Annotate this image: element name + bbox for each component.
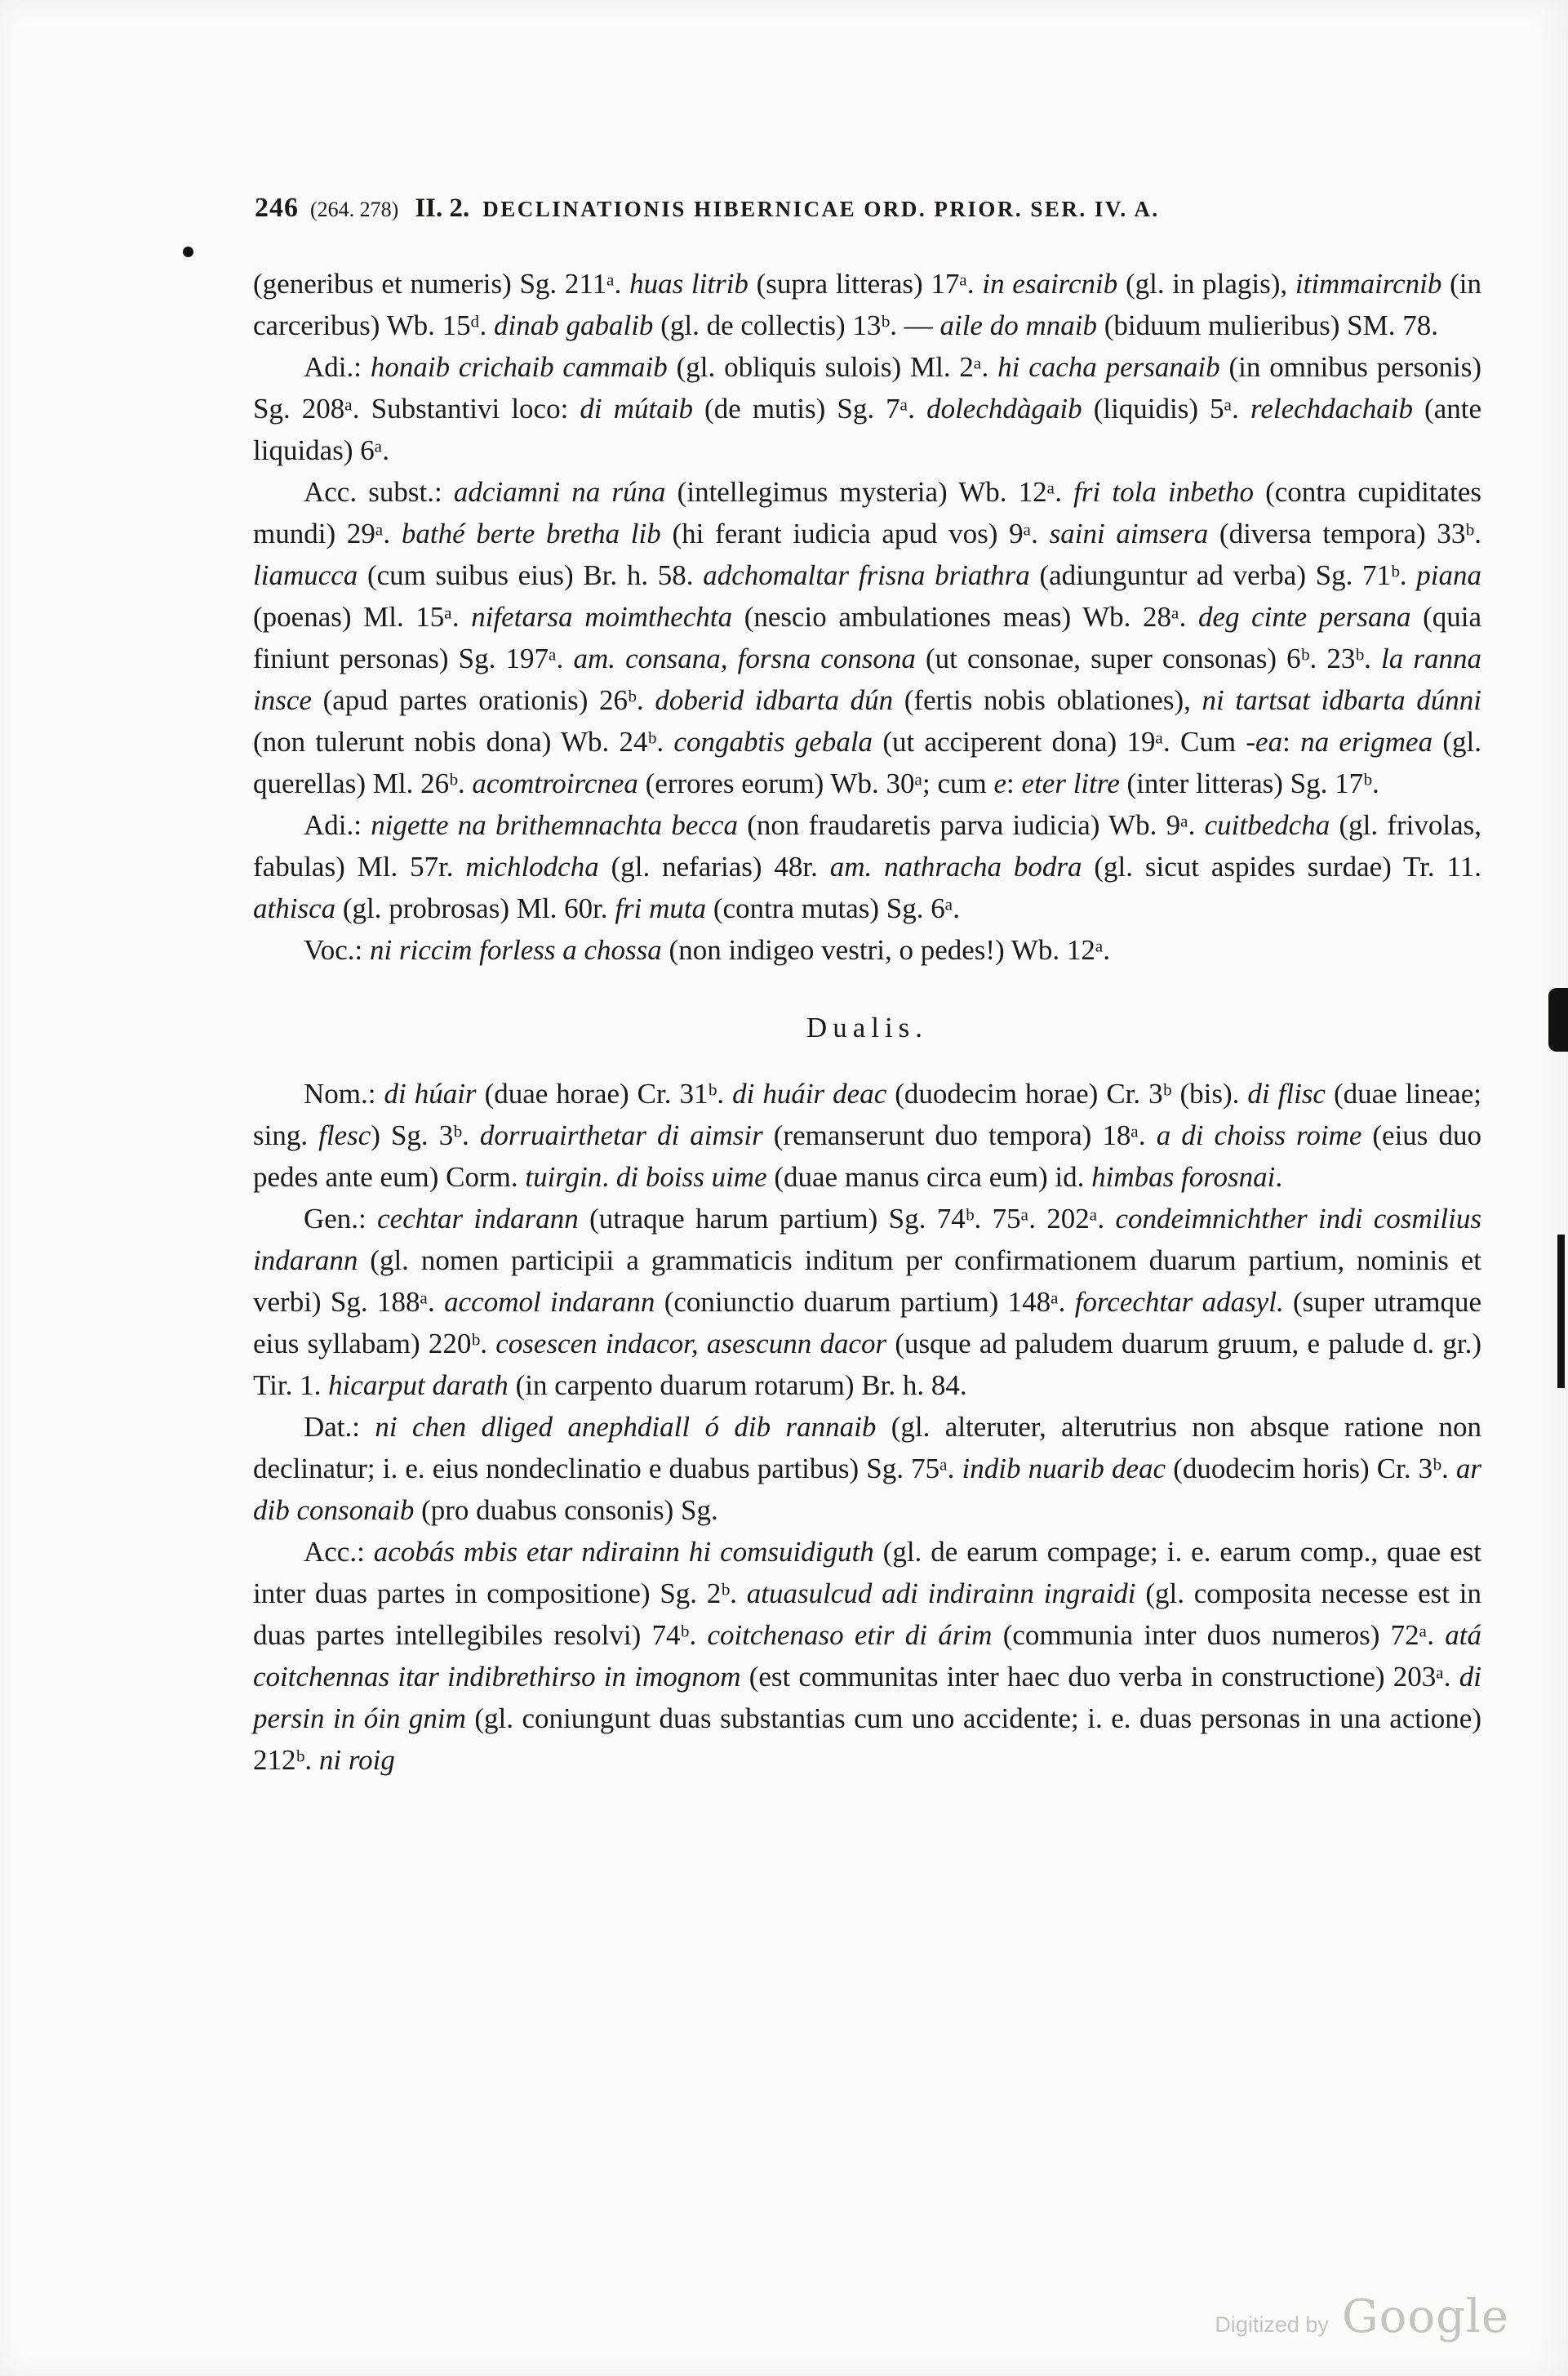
google-logo: Google bbox=[1341, 2290, 1509, 2343]
header-title: DECLINATIONIS HIBERNICAE ORD. PRIOR. SER. IV. A. bbox=[482, 197, 1160, 221]
paragraph: Acc.: acobás mbis etar ndirainn hi comsuidiguth (gl. de earum compage; i. e. earum comp., quae est inter duas partes in compositione) Sg. 2ᵇ. atuasulcud adi indirainn ingraidi (gl. composita necesse est in duas partes intellegibiles resolvi) 74ᵇ. coitchenaso etir di árim (communia inter duos numeros) 72ᵃ. atá coitchennas itar indibrethirso in imognom (est communitas inter haec duo verba in constructione) 203ᵃ. di persin in óin gnim (gl. coniungunt duas substantias cum uno accidente; i. e. duas personas in una actione) 212ᵇ. ni roig bbox=[253, 1536, 1481, 1776]
header-section: II. 2. bbox=[415, 194, 470, 223]
digitized-by-label: Digitized by bbox=[1215, 2312, 1329, 2337]
paragraph: Acc. subst.: adciamni na rúna (intellegimus mysteria) Wb. 12ᵃ. fri tola inbetho (contra cupiditates mundi) 29ᵃ. bathé berte bretha lib (hi ferant iudicia apud vos) 9ᵃ. saini aimsera (diversa tempora) 33ᵇ. liamucca (cum suibus eius) Br. h. 58. adchomaltar frisna briathra (adiunguntur ad verba) Sg. 71ᵇ. piana (poenas) Ml. 15ᵃ. nifetarsa moimthechta (nescio ambulationes meas) Wb. 28ᵃ. deg cinte persana (quia finiunt personas) Sg. 197ᵃ. am. consana, forsna consona (ut consonae, super consonas) 6ᵇ. 23ᵇ. la ranna insce (apud partes orationis) 26ᵇ. doberid idbarta dún (fertis nobis oblationes), ni tartsat idbarta dúnni (non tulerunt nobis dona) Wb. 24ᵇ. congabtis gebala (ut acciperent dona) 19ᵃ. Cum -ea: na erigmea (gl. querellas) Ml. 26ᵇ. acomtroircnea (errores eorum) Wb. 30ᵃ; cum e: eter litre (inter litteras) Sg. 17ᵇ. bbox=[253, 476, 1482, 799]
section-dualis bbox=[253, 1073, 1481, 1781]
paragraph: (generibus et numeris) Sg. 211ᵃ. huas litrib (supra litteras) 17ᵃ. in esaircnib (gl. in plagis), itimmaircnib (in carceribus) Wb. 15ᵈ. dinab gabalib (gl. de collectis) 13ᵇ. — aile do mnaib (biduum mulieribus) SM. 78. bbox=[253, 268, 1481, 341]
google-books-watermark bbox=[1215, 2290, 1509, 2343]
scan-edge-line bbox=[1557, 1235, 1565, 1388]
paragraph: Adi.: nigette na brithemnachta becca (non fraudaretis parva iudicia) Wb. 9ᵃ. cuitbedcha (gl. frivolas, fabulas) Ml. 57r. michlodcha (gl. nefarias) 48r. am. nathracha bodra (gl. sicut aspides surdae) Tr. 11. athisca (gl. probrosas) Ml. 60r. fri muta (contra mutas) Sg. 6ᵃ. bbox=[253, 809, 1482, 924]
scan-edge-artifact bbox=[1548, 988, 1568, 1052]
page-number: 246 bbox=[255, 193, 299, 223]
paragraph: Adi.: honaib crichaib cammaib (gl. obliquis sulois) Ml. 2ᵃ. hi cacha persanaib (in omnibus personis) Sg. 208ᵃ. Substantivi loco: di mútaib (de mutis) Sg. 7ᵃ. dolechdàgaib (liquidis) 5ᵃ. relechdachaib (ante liquidas) 6ᵃ. bbox=[253, 351, 1481, 466]
scan-speck bbox=[183, 247, 193, 257]
header-reference: (264. 278) bbox=[310, 198, 399, 221]
paragraph: Nom.: di húair (duae horae) Cr. 31ᵇ. di huáir deac (duodecim horae) Cr. 3ᵇ (bis). di flisc (duae lineae; sing. flesc) Sg. 3ᵇ. dorruairthetar di aimsir (remanserunt duo tempora) 18ᵃ. a di choiss roime (eius duo pedes ante eum) Corm. tuirgin. di boiss uime (duae manus circa eum) id. himbas forosnai. bbox=[253, 1078, 1481, 1193]
section-plural-cases bbox=[253, 263, 1481, 971]
section-heading-dualis: Dualis. bbox=[806, 1012, 929, 1043]
paragraph: Gen.: cechtar indarann (utraque harum partium) Sg. 74ᵇ. 75ᵃ. 202ᵃ. condeimnichther indi cosmilius indarann (gl. nomen participii a grammaticis inditum per confirmationem duarum partium, nominis et verbi) Sg. 188ᵃ. accomol indarann (coniunctio duarum partium) 148ᵃ. forcechtar adasyl. (super utramque eius syllabam) 220ᵇ. cosescen indacor, asescunn dacor (usque ad paludem duarum gruum, e palude d. gr.) Tir. 1. hicarput darath (in carpento duarum rotarum) Br. h. 84. bbox=[253, 1203, 1482, 1401]
page-header bbox=[255, 193, 1483, 224]
text-body bbox=[253, 263, 1481, 1781]
paragraph: Voc.: ni riccim forless a chossa (non indigeo vestri, o pedes!) Wb. 12ᵃ. bbox=[304, 934, 1111, 966]
paragraph: Dat.: ni chen dliged anephdiall ó dib rannaib (gl. alteruter, alterutrius non absque ratione non declinatur; i. e. eius nondeclinatio e duabus partibus) Sg. 75ᵃ. indib nuarib deac (duodecim horis) Cr. 3ᵇ. ar dib consonaib (pro duabus consonis) Sg. bbox=[253, 1411, 1481, 1526]
